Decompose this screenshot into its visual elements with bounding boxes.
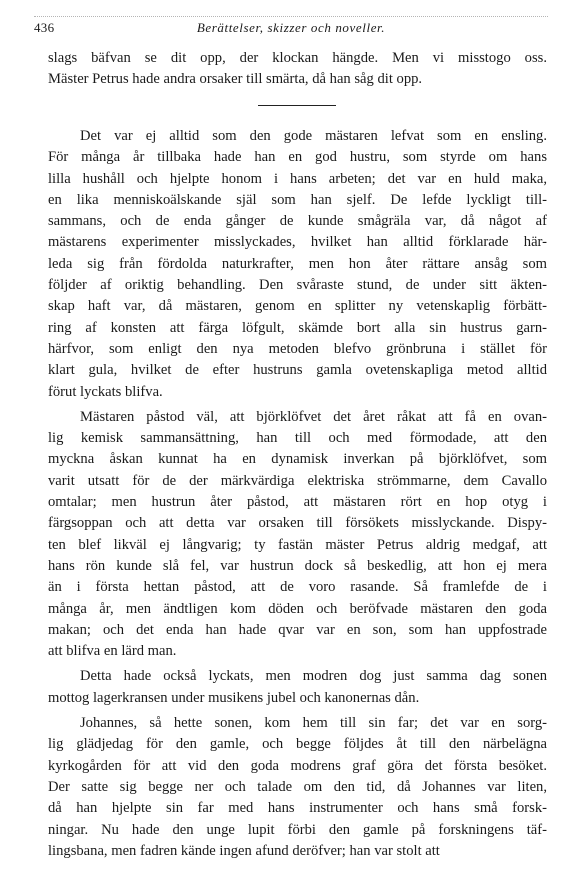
text-line: följder af oriktig behandling. Den svåraste stund, de under sitt äkten- [48,277,547,294]
paragraph [48,407,547,663]
text-line: kyrkogården för att vid den goda modrens graf göra det första besöket. [48,757,547,774]
text-line: ring af konsten att färga löfgult, skämde bort alla sin hustrus garn- [48,319,547,336]
text-line: ten blef likväl ej långvarig; ty fastän mäster Petrus aldrig medgaf, att [48,536,547,553]
running-title: Berättelser, skizzer och noveller. [196,20,386,35]
header-rule [34,16,548,17]
paragraph [48,126,547,403]
text-line: lingsbana, men fadren kände ingen afund deröfver; han var stolt att [48,842,440,859]
text-line: klart gula, hvilket de efter hustruns gamla ovetenskapliga metod alltid [48,362,547,379]
text-line: härfvor, som enligt den nya metoden blefvo grönbruna i stället för [48,340,547,357]
text-line: hans rön kunde slå fel, var hustrun dock så beskedlig, att hon ej mera [48,557,547,574]
text-line: än i första hettan påstod, att de voro rasande. Så framlefde de i [48,579,547,596]
text-line: slags bäfvan se dit opp, der klockan hängde. Men vi misstogo oss. [48,50,547,66]
text-line: omtalar; men hustrun åter påstod, att mästaren rört en hop otyg i [48,494,547,511]
text-line: lig glädjedag för den gamle, och begge följdes åt till den närbelägna [48,736,547,753]
text-line: sammans, och de enda gånger de kunde smågräla var, då något af [48,213,547,230]
text-line: Det var ej alltid som den gode mästaren lefvat som en ensling. [80,128,547,144]
text-line: förut lyckats blifva. [48,383,163,400]
text-line: då han hjelpte sin far med hans instrumenter och hans små forsk- [48,800,547,817]
text-line: ningar. Nu hade den unge lupit förbi den gamle på forskningens täf- [48,821,547,838]
text-line: lig kemisk sammansättning, han till och med förmodade, att den [48,430,547,447]
text-line: varit utsatt för de der märkvärdiga elektriska strömmarne, dem Cavallo [48,472,547,489]
text-line: För många år tillbaka hade han en god hustru, som styrde om hans [48,149,547,166]
text-line: att blifva en lärd man. [48,643,177,660]
text-line: mottog lagerkransen under musikens jubel och kanonernas dån. [48,689,420,706]
text-line: en lika menniskoälskande själ som han sjelf. De lefde lyckligt till- [48,191,547,208]
text-line: Detta hade också lyckats, men modren dog just samma dag sonen [80,668,547,685]
text-line: färgsoppan och att detta var orsaken till försökets misslyckande. Dispy- [48,515,547,532]
text-line: Der satte sig begge ner och talade om den tid, då Johannes var liten, [48,778,547,795]
text-line: leda sig från fördolda naturkrafter, men hon åter rättare ansåg som [48,255,547,272]
text-line: skap haft var, då mästaren, genom en splitter ny vetenskaplig förbätt- [48,298,547,315]
text-line: många år, men ändtligen kom döden och beröfvade mästaren den goda [48,600,547,617]
text-line: Mäster Petrus hade andra orsaker till smärta, då han såg dit opp. [48,71,423,88]
paragraph [48,713,547,862]
section-divider [258,105,336,106]
text-line: lilla hushåll och hjelpte honom i hans arbeten; det var en huld maka, [48,170,547,187]
page-number: 436 [34,20,55,35]
body-text [48,126,547,862]
text-line: makan; och det enda han hade qvar var en son, som han uppfostrade [48,621,547,638]
page-header [34,14,548,36]
text-line: Johannes, så hette sonen, kom hem till sin far; det var en sorg- [80,715,547,732]
top-paragraph [48,48,547,91]
text-line: mästarens experimenter misslyckades, hvilket han alltid förklarade här- [48,234,547,251]
text-line: myckna åskan kunnat ha en dynamisk inverkan på björklöfvet, som [48,451,547,468]
text-line: Mästaren påstod väl, att björklöfvet det året råkat att få en ovan- [80,408,547,425]
paragraph [48,666,547,709]
